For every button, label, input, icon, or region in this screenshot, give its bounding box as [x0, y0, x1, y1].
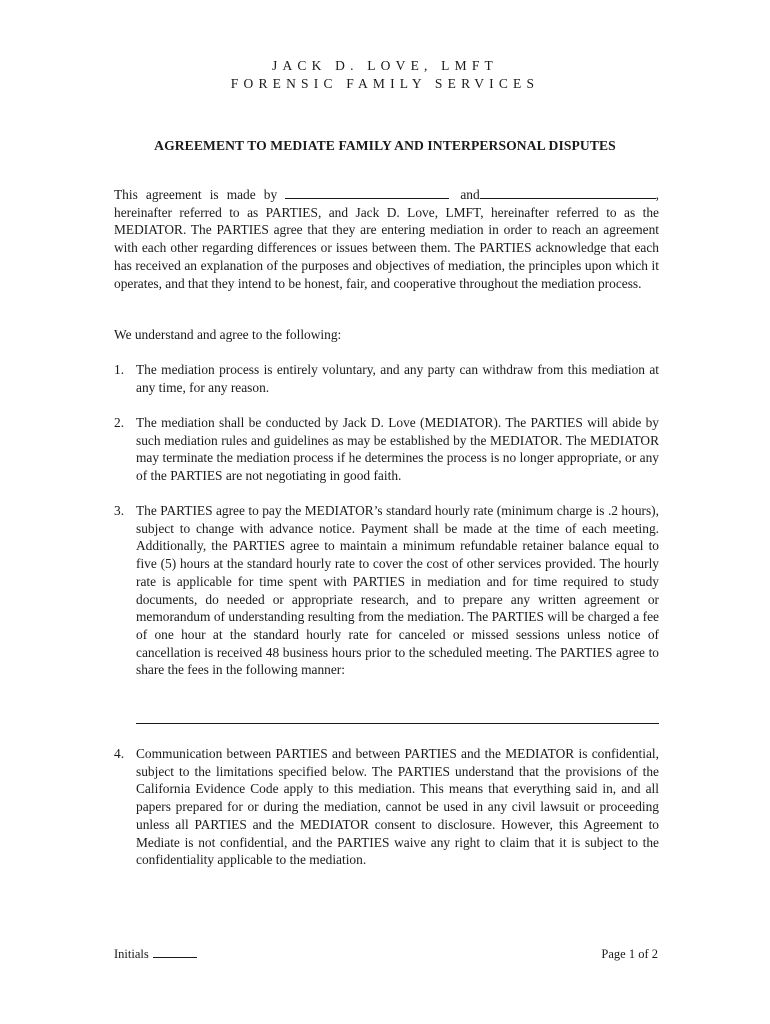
party-one-blank[interactable]	[285, 187, 449, 199]
document-title: AGREEMENT TO MEDIATE FAMILY AND INTERPERSONAL DISPUTES	[154, 138, 616, 153]
intro-suffix: ,	[655, 187, 660, 202]
list-item	[114, 361, 659, 396]
item-text: Communication between PARTIES and between PARTIES and the MEDIATOR is confidential, subject to the limitations specified below. The PARTIES understand that the provisions of the California Evidence Code apply to this mediation. This means that everything said in, and all papers prepared for or during the mediation, cannot be used in any civil lawsuit or proceeding unless all PARTIES and the MEDIATOR consent to disclosure. However, this Agreement to Mediate is not confidential, and the PARTIES waive any right to claim that it is subject to the confidentiality applicable to the mediation.	[136, 746, 659, 868]
initials-field	[114, 947, 197, 962]
item-number: 3.	[114, 503, 125, 518]
item-text: The mediation shall be conducted by Jack D. Love (MEDIATOR). The PARTIES will abide by such mediation rules and guidelines as may be established by the MEDIATOR. The MEDIATOR may terminate the mediation process if he determines the process is no longer appropriate, or any of the PARTIES are not negotiating in good faith.	[136, 415, 659, 484]
item-text: The PARTIES agree to pay the MEDIATOR’s standard hourly rate (minimum charge is .2 hours), subject to change with advance notice. Payment shall be made at the time of each meeting. Additionally, the PARTIES agree to maintain a minimum refundable retainer balance equal to five (5) hours at the standard hourly rate to cover the cost of other services provided. The hourly rate is applicable for time spent with PARTIES in mediation and for time required to study documents, do needed or appropriate research, and to prepare any written agreement or memorandum of understanding resulting from the mediation. The PARTIES will be charged a fee of one hour at the standard hourly rate for canceled or missed sessions unless notice of cancellation is received 48 business hours prior to the scheduled meeting. The PARTIES agree to share the fees in the following manner:	[136, 503, 659, 678]
lead-sentence: We understand and agree to the following:	[114, 327, 342, 342]
letterhead-name: JACK D. LOVE, LMFT	[272, 58, 498, 73]
intro-middle: and	[460, 187, 480, 202]
intro-prefix: This agreement is made by	[114, 187, 278, 202]
initials-blank[interactable]	[153, 947, 197, 958]
list-item	[114, 414, 659, 485]
page-number: Page 1 of 2	[601, 947, 658, 961]
item-text: The mediation process is entirely voluntary, and any party can withdraw from this mediation at any time, for any reason.	[136, 362, 659, 395]
intro-rest: hereinafter referred to as PARTIES, and Jack D. Love, LMFT, hereinafter referred to as the MEDIATOR. The PARTIES agree that they are entering mediation in order to reach an agreement with each other regarding differences or issues between them. The PARTIES acknowledge that each has received an explanation of the purposes and objectives of mediation, the principles upon which it operates, and that they intend to be honest, fair, and cooperative throughout the mediation process.	[114, 204, 659, 291]
letterhead-subtitle: FORENSIC FAMILY SERVICES	[230, 76, 540, 91]
list-item	[114, 502, 659, 679]
initials-label: Initials	[114, 947, 149, 961]
party-two-blank[interactable]	[480, 187, 656, 199]
item-number: 4.	[114, 746, 125, 761]
intro-paragraph	[114, 186, 659, 292]
item-number: 1.	[114, 362, 125, 377]
fee-share-blank-line[interactable]	[136, 723, 659, 724]
list-item	[114, 745, 659, 869]
item-number: 2.	[114, 415, 125, 430]
